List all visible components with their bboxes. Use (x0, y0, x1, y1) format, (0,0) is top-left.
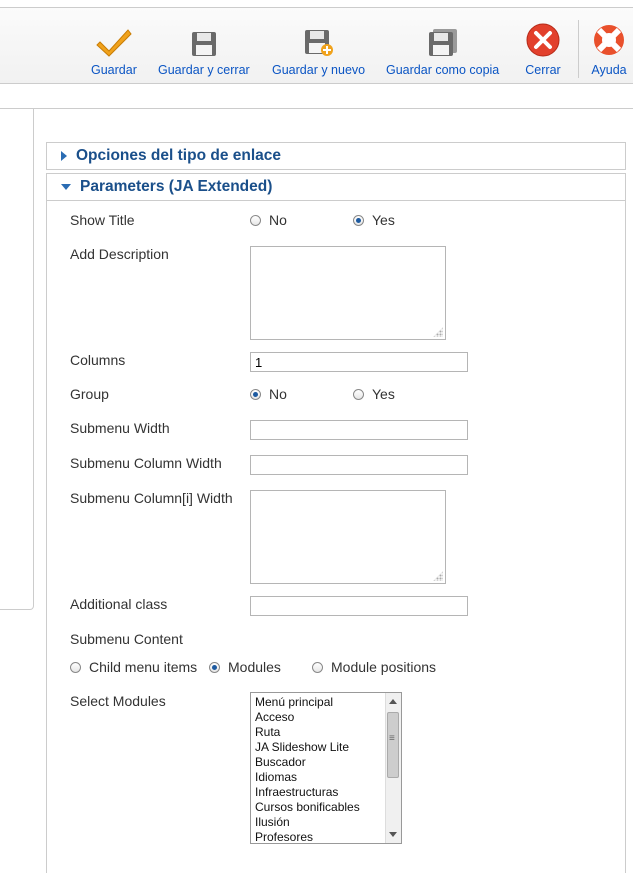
module-option[interactable]: Cursos bonificables (255, 800, 360, 814)
save-copy-label: Guardar como copia (386, 63, 500, 77)
show-title-yes-radio[interactable] (353, 212, 395, 228)
columns-input[interactable] (250, 352, 468, 372)
close-icon (525, 22, 561, 58)
select-modules-listbox[interactable] (250, 692, 402, 844)
submenu-width-label: Submenu Width (70, 420, 170, 436)
submenu-width-input[interactable] (250, 420, 468, 440)
save-button-label: Guardar (91, 63, 137, 77)
help-label: Ayuda (591, 63, 627, 77)
group-no-radio[interactable] (250, 386, 287, 402)
submenu-column-width-input[interactable] (250, 455, 468, 475)
submenu-content-label: Submenu Content (70, 631, 183, 647)
expand-icon (61, 151, 67, 161)
link-type-options-title: Opciones del tipo de enlace (76, 147, 281, 164)
module-option[interactable]: Profesores (255, 830, 314, 844)
radio-checked-icon (353, 215, 364, 226)
scroll-thumb[interactable] (387, 712, 399, 778)
add-description-textarea[interactable] (250, 246, 446, 340)
resize-grip-icon[interactable] (433, 327, 443, 337)
select-modules-label: Select Modules (70, 693, 166, 709)
module-option[interactable]: Ruta (255, 725, 281, 739)
add-description-label: Add Description (70, 246, 169, 262)
listbox-scrollbar[interactable] (385, 693, 401, 843)
left-panel (0, 108, 34, 610)
toolbar (0, 7, 633, 84)
radio-icon (312, 662, 323, 673)
group-label: Group (70, 386, 109, 402)
floppy-plus-icon (272, 22, 365, 58)
radio-icon (353, 389, 364, 400)
submenu-column-width-label: Submenu Column Width (70, 455, 222, 471)
radio-checked-icon (209, 662, 220, 673)
help-button[interactable] (591, 22, 627, 77)
radio-label: No (269, 386, 287, 402)
additional-class-label: Additional class (70, 596, 168, 612)
save-close-label: Guardar y cerrar (158, 63, 250, 77)
save-new-button[interactable] (272, 22, 365, 77)
submenu-columni-width-label: Submenu Column[i] Width (70, 490, 233, 506)
save-new-label: Guardar y nuevo (272, 63, 366, 77)
toolbar-separator (578, 20, 579, 78)
radio-icon (250, 215, 261, 226)
scroll-up-icon[interactable] (389, 699, 397, 704)
parameters-title: Parameters (JA Extended) (80, 178, 273, 195)
save-close-button[interactable] (158, 22, 250, 77)
module-option[interactable]: Acceso (255, 710, 295, 724)
radio-label: Module positions (331, 659, 437, 675)
radio-label: Child menu items (89, 659, 198, 675)
main-panel-border (0, 108, 633, 129)
lifebuoy-icon (591, 22, 627, 58)
close-button[interactable] (525, 22, 561, 77)
radio-label: Modules (228, 659, 281, 675)
module-option[interactable]: Menú principal (255, 695, 334, 709)
module-positions-radio[interactable] (312, 659, 436, 675)
modules-radio[interactable] (209, 659, 281, 675)
submenu-columni-width-textarea[interactable] (250, 490, 446, 584)
radio-label: Yes (372, 212, 395, 228)
module-option[interactable]: JA Slideshow Lite (255, 740, 350, 754)
parameters-header[interactable] (46, 173, 626, 201)
floppy-icon (158, 22, 250, 58)
show-title-label: Show Title (70, 212, 135, 228)
save-copy-button[interactable] (386, 22, 499, 77)
module-option[interactable]: Idiomas (255, 770, 298, 784)
show-title-no-radio[interactable] (250, 212, 287, 228)
check-icon (91, 22, 137, 58)
radio-label: Yes (372, 386, 395, 402)
link-type-options-header[interactable] (46, 142, 626, 170)
additional-class-input[interactable] (250, 596, 468, 616)
module-option[interactable]: Infraestructuras (255, 785, 339, 799)
module-option[interactable]: Buscador (255, 755, 306, 769)
module-option[interactable]: Ilusión (255, 815, 290, 829)
floppy-copy-icon (386, 22, 499, 58)
columns-label: Columns (70, 352, 126, 368)
radio-label: No (269, 212, 287, 228)
radio-icon (70, 662, 81, 673)
scroll-down-icon[interactable] (389, 832, 397, 837)
resize-grip-icon[interactable] (433, 571, 443, 581)
collapse-icon (61, 184, 71, 190)
save-button[interactable] (91, 22, 137, 77)
child-menu-items-radio[interactable] (70, 659, 197, 675)
group-yes-radio[interactable] (353, 386, 395, 402)
close-label: Cerrar (525, 63, 561, 77)
radio-checked-icon (250, 389, 261, 400)
